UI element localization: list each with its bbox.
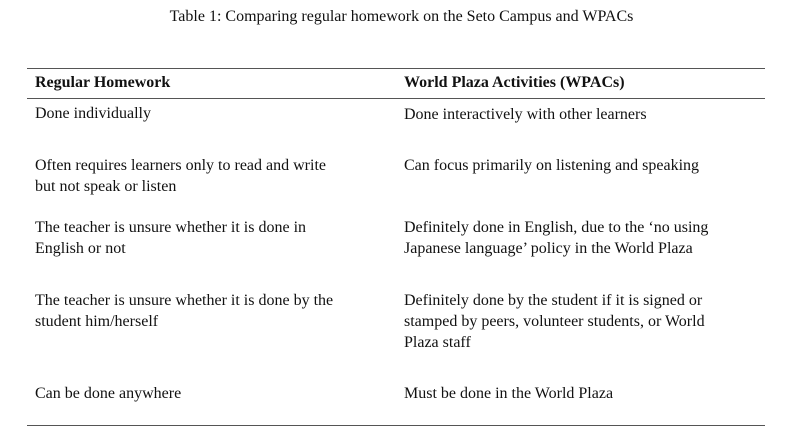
text-line: Must be done in the World Plaza (404, 385, 614, 402)
text-line: student him/herself (35, 313, 159, 330)
text-line: Can focus primarily on listening and speaking (404, 157, 700, 174)
column-header-regular-homework: Regular Homework (35, 74, 171, 91)
text-line: Plaza staff (404, 334, 471, 351)
text-line: Done interactively with other learners (404, 106, 647, 123)
row-4-wpacs (404, 290, 705, 353)
row-3-regular-homework (35, 217, 306, 259)
table-bottom-rule (27, 425, 765, 426)
text-line: but not speak or listen (35, 178, 177, 195)
text-line: Definitely done in English, due to the ‘no using (404, 219, 709, 236)
table-caption: Table 1: Comparing regular homework on the Seto Campus and WPACs (169, 8, 634, 25)
table-top-rule (27, 68, 765, 69)
text-line: English or not (35, 240, 126, 257)
row-4-regular-homework (35, 290, 333, 332)
text-line: stamped by peers, volunteer students, or World (404, 313, 705, 330)
text-line: Japanese language’ policy in the World Plaza (404, 240, 693, 257)
text-line: The teacher is unsure whether it is done by the (35, 292, 334, 309)
table-header-rule (27, 98, 765, 99)
row-2-wpacs (404, 155, 699, 176)
row-3-wpacs (404, 217, 708, 259)
row-1-regular-homework (35, 103, 151, 124)
column-header-wpacs: World Plaza Activities (WPACs) (404, 74, 625, 91)
text-line: The teacher is unsure whether it is done in (35, 219, 307, 236)
text-line: Definitely done by the student if it is signed or (404, 292, 703, 309)
text-line: Often requires learners only to read and write (35, 157, 326, 174)
row-5-regular-homework (35, 383, 181, 404)
row-5-wpacs (404, 383, 613, 404)
row-2-regular-homework (35, 155, 326, 197)
row-1-wpacs (404, 104, 647, 125)
text-line: Can be done anywhere (35, 385, 182, 402)
text-line: Done individually (35, 105, 151, 122)
